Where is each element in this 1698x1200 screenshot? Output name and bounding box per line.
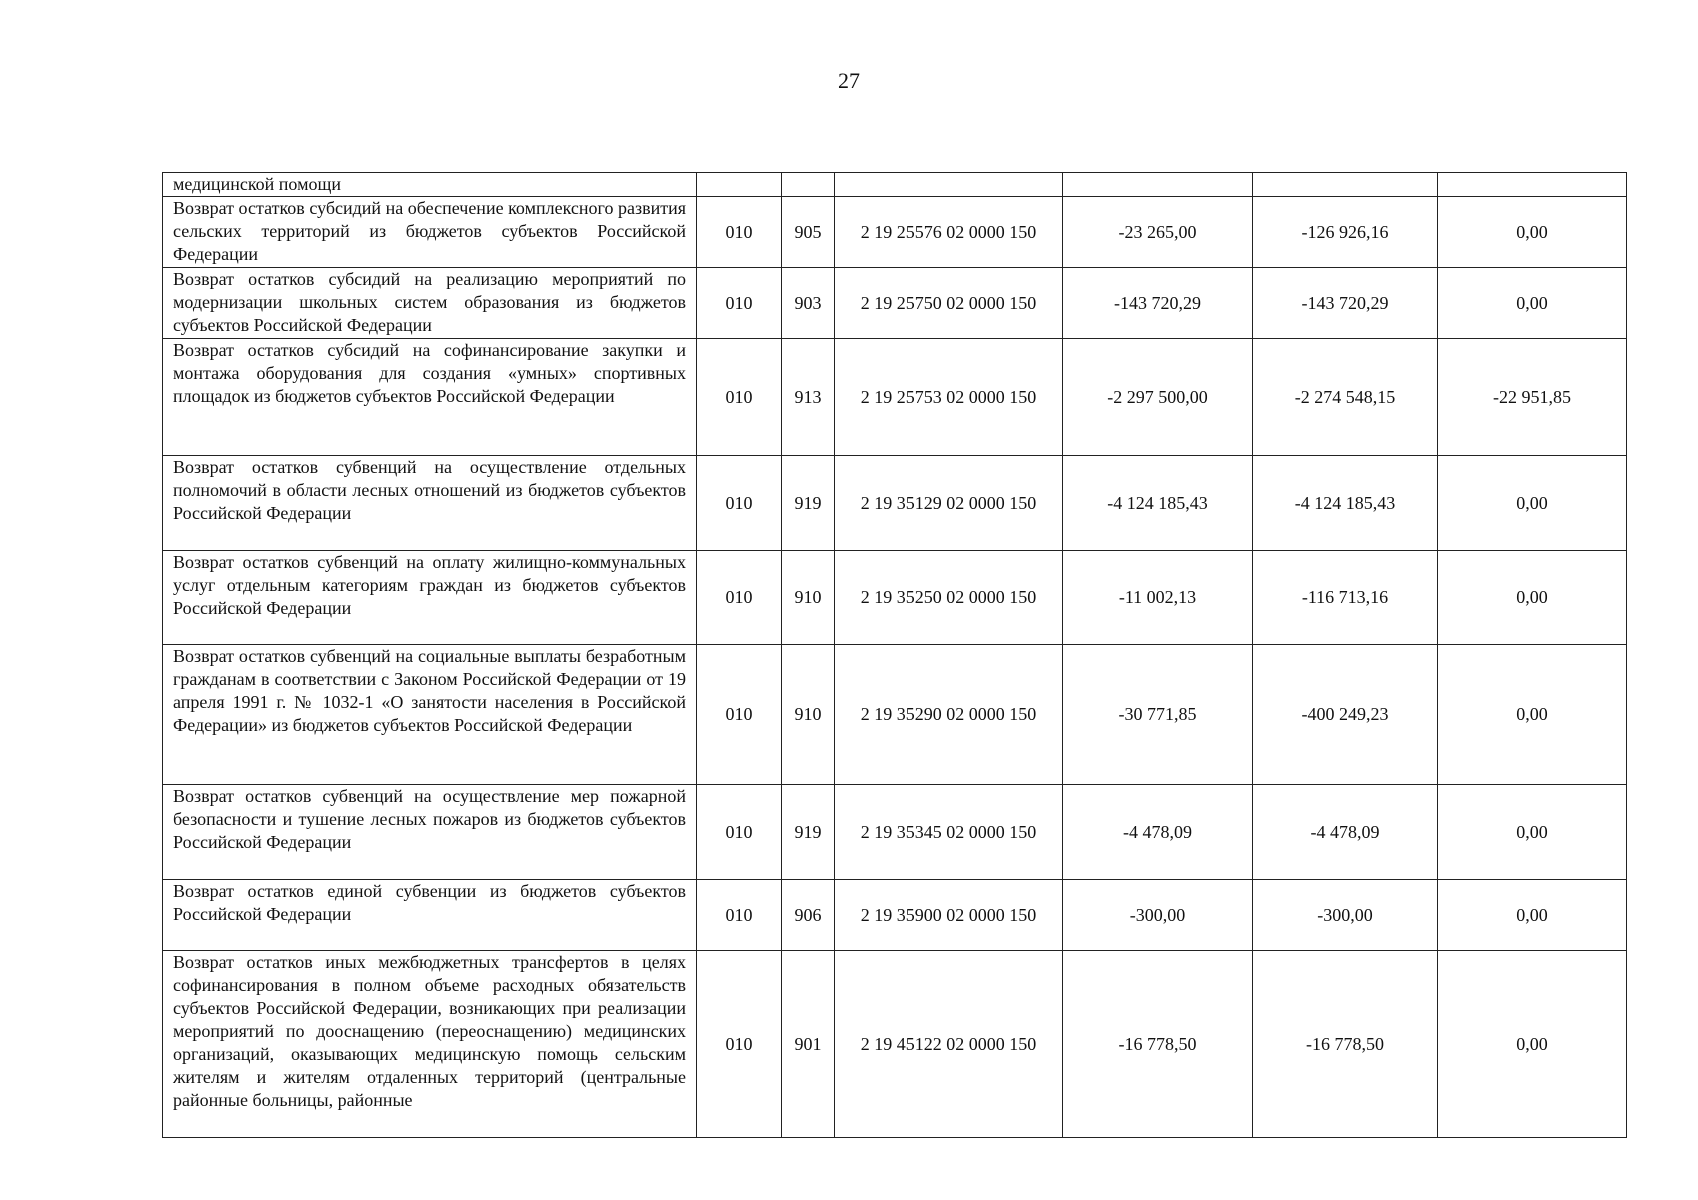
chapter-code-cell: 901: [782, 951, 835, 1138]
budget-code-cell: 2 19 35345 02 0000 150: [835, 785, 1063, 880]
approved-amount-cell: -4 478,09: [1063, 785, 1253, 880]
approved-amount-cell: -16 778,50: [1063, 951, 1253, 1138]
executed-amount-cell: -116 713,16: [1253, 551, 1438, 645]
chapter-code-cell: 905: [782, 197, 835, 268]
budget-table: [162, 172, 1627, 1138]
chapter-code-cell: [782, 173, 835, 197]
table-row: [163, 268, 1627, 339]
chapter-code-cell: 910: [782, 645, 835, 785]
budget-code-cell: 2 19 35250 02 0000 150: [835, 551, 1063, 645]
budget-code-cell: [835, 173, 1063, 197]
admin-code-cell: 010: [697, 197, 782, 268]
row-name-cell: Возврат остатков иных межбюджетных трансфертов в целях софинансирования в полном объеме расходных обязательств субъектов Российской Федерации, возникающих при реализации мероприятий по дооснащению (переоснащению) медицинских организаций, оказывающих медицинскую помощь сельским жителям и жителям отдаленных территорий (центральные районные больницы, районные: [163, 951, 697, 1138]
table-row: [163, 456, 1627, 551]
chapter-code-cell: 913: [782, 339, 835, 456]
row-name-cell: Возврат остатков субсидий на софинансирование закупки и монтажа оборудования для создания «умных» спортивных площадок из бюджетов субъектов Российской Федерации: [163, 339, 697, 456]
executed-amount-cell: -2 274 548,15: [1253, 339, 1438, 456]
budget-code-cell: 2 19 35900 02 0000 150: [835, 880, 1063, 951]
admin-code-cell: 010: [697, 456, 782, 551]
page-number: 27: [838, 68, 860, 93]
admin-code-cell: 010: [697, 880, 782, 951]
difference-amount-cell: [1438, 173, 1627, 197]
admin-code-cell: 010: [697, 645, 782, 785]
budget-code-cell: 2 19 35290 02 0000 150: [835, 645, 1063, 785]
admin-code-cell: 010: [697, 551, 782, 645]
chapter-code-cell: 903: [782, 268, 835, 339]
budget-code-cell: 2 19 25750 02 0000 150: [835, 268, 1063, 339]
budget-code-cell: 2 19 45122 02 0000 150: [835, 951, 1063, 1138]
approved-amount-cell: [1063, 173, 1253, 197]
table-row: [163, 880, 1627, 951]
executed-amount-cell: -143 720,29: [1253, 268, 1438, 339]
difference-amount-cell: 0,00: [1438, 645, 1627, 785]
approved-amount-cell: -2 297 500,00: [1063, 339, 1253, 456]
chapter-code-cell: 919: [782, 456, 835, 551]
difference-amount-cell: 0,00: [1438, 456, 1627, 551]
difference-amount-cell: 0,00: [1438, 951, 1627, 1138]
admin-code-cell: 010: [697, 951, 782, 1138]
row-name-cell: Возврат остатков субсидий на обеспечение комплексного развития сельских территорий из бюджетов субъектов Российской Федерации: [163, 197, 697, 268]
approved-amount-cell: -30 771,85: [1063, 645, 1253, 785]
table-row: [163, 785, 1627, 880]
admin-code-cell: 010: [697, 785, 782, 880]
admin-code-cell: 010: [697, 268, 782, 339]
row-name-cell: медицинской помощи: [163, 173, 697, 197]
difference-amount-cell: 0,00: [1438, 197, 1627, 268]
table-row: [163, 951, 1627, 1138]
table-row: [163, 173, 1627, 197]
admin-code-cell: [697, 173, 782, 197]
executed-amount-cell: -300,00: [1253, 880, 1438, 951]
executed-amount-cell: -400 249,23: [1253, 645, 1438, 785]
difference-amount-cell: 0,00: [1438, 551, 1627, 645]
table-row: [163, 197, 1627, 268]
chapter-code-cell: 910: [782, 551, 835, 645]
difference-amount-cell: 0,00: [1438, 785, 1627, 880]
row-name-cell: Возврат остатков субвенций на осуществление мер пожарной безопасности и тушение лесных пожаров из бюджетов субъектов Российской Федерации: [163, 785, 697, 880]
difference-amount-cell: -22 951,85: [1438, 339, 1627, 456]
budget-code-cell: 2 19 25753 02 0000 150: [835, 339, 1063, 456]
row-name-cell: Возврат остатков субвенций на оплату жилищно-коммунальных услуг отдельным категориям граждан из бюджетов субъектов Российской Федерации: [163, 551, 697, 645]
budget-code-cell: 2 19 35129 02 0000 150: [835, 456, 1063, 551]
executed-amount-cell: -4 478,09: [1253, 785, 1438, 880]
executed-amount-cell: [1253, 173, 1438, 197]
table-row: [163, 339, 1627, 456]
chapter-code-cell: 919: [782, 785, 835, 880]
admin-code-cell: 010: [697, 339, 782, 456]
approved-amount-cell: -143 720,29: [1063, 268, 1253, 339]
approved-amount-cell: -23 265,00: [1063, 197, 1253, 268]
approved-amount-cell: -4 124 185,43: [1063, 456, 1253, 551]
budget-code-cell: 2 19 25576 02 0000 150: [835, 197, 1063, 268]
approved-amount-cell: -11 002,13: [1063, 551, 1253, 645]
table-row: [163, 551, 1627, 645]
row-name-cell: Возврат остатков субсидий на реализацию мероприятий по модернизации школьных систем образования из бюджетов субъектов Российской Федерации: [163, 268, 697, 339]
executed-amount-cell: -4 124 185,43: [1253, 456, 1438, 551]
table-row: [163, 645, 1627, 785]
executed-amount-cell: -16 778,50: [1253, 951, 1438, 1138]
executed-amount-cell: -126 926,16: [1253, 197, 1438, 268]
difference-amount-cell: 0,00: [1438, 268, 1627, 339]
chapter-code-cell: 906: [782, 880, 835, 951]
row-name-cell: Возврат остатков единой субвенции из бюджетов субъектов Российской Федерации: [163, 880, 697, 951]
approved-amount-cell: -300,00: [1063, 880, 1253, 951]
difference-amount-cell: 0,00: [1438, 880, 1627, 951]
row-name-cell: Возврат остатков субвенций на осуществление отдельных полномочий в области лесных отношений из бюджетов субъектов Российской Федерации: [163, 456, 697, 551]
row-name-cell: Возврат остатков субвенций на социальные выплаты безработным гражданам в соответствии с Законом Российской Федерации от 19 апреля 1991 г. № 1032-1 «О занятости населения в Российской Федерации» из бюджетов субъектов Российской Федерации: [163, 645, 697, 785]
